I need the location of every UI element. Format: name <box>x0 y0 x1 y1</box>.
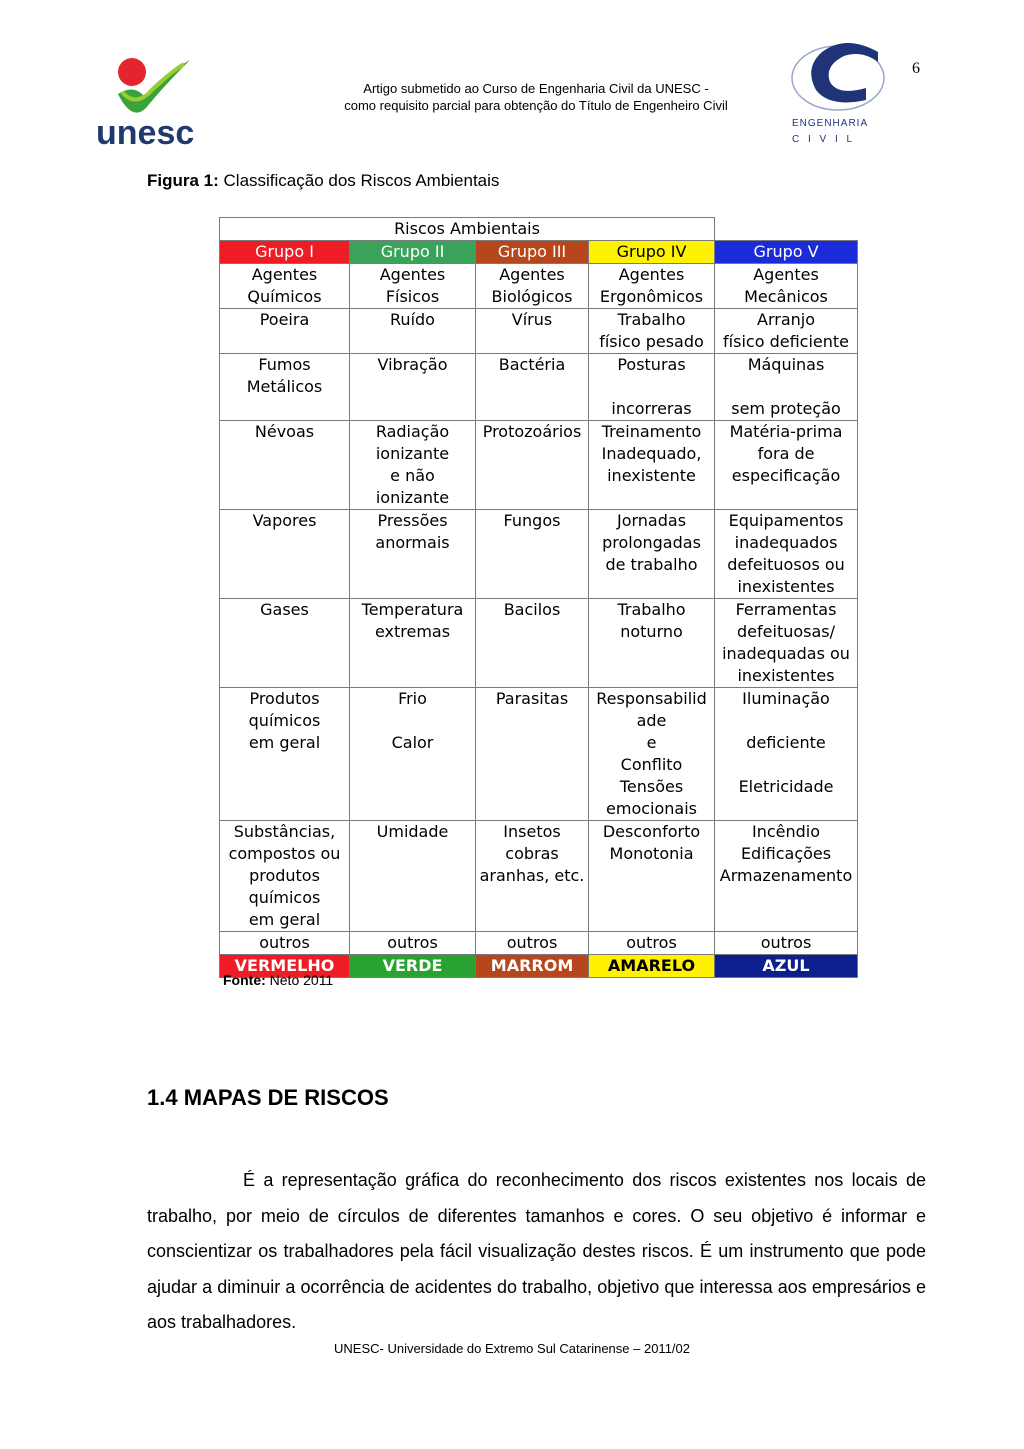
table-cell: Máquinas sem proteção <box>715 354 858 421</box>
page-number: 6 <box>912 60 920 77</box>
table-cell: outros <box>220 932 350 955</box>
table-row <box>220 354 858 421</box>
group-row <box>220 241 858 264</box>
table-cell: Iluminação deficiente Eletricidade <box>715 688 858 821</box>
table-cell: Agentes Ergonômicos <box>589 264 715 309</box>
table-cell: Agentes Biológicos <box>476 264 589 309</box>
table-cell: Vibração <box>350 354 476 421</box>
table-row <box>220 510 858 599</box>
table-cell: Protozoários <box>476 421 589 510</box>
table-cell: Incêndio Edificações Armazenamento <box>715 821 858 932</box>
table-cell: Treinamento Inadequado, inexistente <box>589 421 715 510</box>
table-cell: Ferramentas defeituosas/ inadequadas ou inexistentes <box>715 599 858 688</box>
header-line-2: como requisito parcial para obtenção do Título de Engenheiro Civil <box>344 98 728 113</box>
table-cell: Fumos Metálicos <box>220 354 350 421</box>
table-title: Riscos Ambientais <box>220 218 715 241</box>
table-title-empty <box>715 218 858 241</box>
group-header: Grupo I <box>220 241 350 264</box>
figure-caption <box>147 171 499 191</box>
table-row <box>220 821 858 932</box>
table-cell: Agentes Físicos <box>350 264 476 309</box>
group-header: Grupo IV <box>589 241 715 264</box>
table-cell: Trabalho noturno <box>589 599 715 688</box>
table-cell: outros <box>589 932 715 955</box>
risk-table <box>219 217 858 978</box>
figure-caption-text: Classificação dos Riscos Ambientais <box>218 171 500 190</box>
color-name-cell: AMARELO <box>589 955 715 978</box>
table-cell: Poeira <box>220 309 350 354</box>
table-cell: Radiação ionizante e não ionizante <box>350 421 476 510</box>
figure-source-label: Fonte: <box>223 972 266 988</box>
table-cell: Bacilos <box>476 599 589 688</box>
table-cell: Parasitas <box>476 688 589 821</box>
table-cell: Bactéria <box>476 354 589 421</box>
color-name-cell: AZUL <box>715 955 858 978</box>
table-cell: Agentes Mecânicos <box>715 264 858 309</box>
section-title: 1.4 MAPAS DE RISCOS <box>147 1085 389 1110</box>
color-name-cell: VERMELHO <box>220 955 350 978</box>
table-cell: Responsabilid ade e Conflito Tensões emocionais <box>589 688 715 821</box>
unesc-logo <box>88 48 208 153</box>
engenharia-civil-logo <box>786 38 896 148</box>
table-cell: Temperatura extremas <box>350 599 476 688</box>
table-cell: Posturas incorreras <box>589 354 715 421</box>
unesc-logo-text: unesc <box>96 114 195 152</box>
section-paragraph-text: É a representação gráfica do reconhecimento dos riscos existentes nos locais de trabalho, por meio de círculos de diferentes tamanhos e cores. O seu objetivo é informar e conscientizar os trabalhadores pela fácil visualização destes riscos. É um instrumento que pode ajudar a diminuir a ocorrência de acidentes do trabalho, objetivo que interessa aos empresários e aos trabalhadores. <box>147 1170 926 1332</box>
figure-source-text: Neto 2011 <box>265 972 334 988</box>
eng-logo-line-1: ENGENHARIA <box>792 118 869 129</box>
table-cell: Gases <box>220 599 350 688</box>
table-cell: outros <box>715 932 858 955</box>
table-cell: Pressões anormais <box>350 510 476 599</box>
header-line-1: Artigo submetido ao Curso de Engenharia Civil da UNESC - <box>363 81 709 96</box>
group-header: Grupo V <box>715 241 858 264</box>
table-row <box>220 421 858 510</box>
header-text <box>316 80 756 114</box>
table-cell: Substâncias, compostos ou produtos químicos em geral <box>220 821 350 932</box>
table-cell: Névoas <box>220 421 350 510</box>
table-cell: Agentes Químicos <box>220 264 350 309</box>
table-row <box>220 309 858 354</box>
table-cell: Ruído <box>350 309 476 354</box>
table-cell: Frio Calor <box>350 688 476 821</box>
section-paragraph <box>147 1163 926 1341</box>
table-row <box>220 264 858 309</box>
table-cell: outros <box>350 932 476 955</box>
table-row <box>220 599 858 688</box>
table-cell: Fungos <box>476 510 589 599</box>
table-cell: outros <box>476 932 589 955</box>
group-header: Grupo II <box>350 241 476 264</box>
table-cell: Produtos químicos em geral <box>220 688 350 821</box>
table-cell: Insetos cobras aranhas, etc. <box>476 821 589 932</box>
table-row <box>220 932 858 955</box>
table-cell: Equipamentos inadequados defeituosos ou inexistentes <box>715 510 858 599</box>
color-name-cell: VERDE <box>350 955 476 978</box>
table-cell: Vapores <box>220 510 350 599</box>
table-cell: Matéria-prima fora de especificação <box>715 421 858 510</box>
table-row <box>220 688 858 821</box>
table-cell: Umidade <box>350 821 476 932</box>
table-title-row <box>220 218 858 241</box>
table-cell: Trabalho físico pesado <box>589 309 715 354</box>
group-header: Grupo III <box>476 241 589 264</box>
figure-label: Figura 1: <box>147 171 219 190</box>
eng-logo-line-2: C I V I L <box>792 134 856 145</box>
table-cell: Vírus <box>476 309 589 354</box>
figure-source <box>223 972 333 988</box>
table-cell: Desconforto Monotonia <box>589 821 715 932</box>
color-name-cell: MARROM <box>476 955 589 978</box>
table-cell: Arranjo físico deficiente <box>715 309 858 354</box>
page-footer: UNESC- Universidade do Extremo Sul Catarinense – 2011/02 <box>334 1341 690 1356</box>
table-cell: Jornadas prolongadas de trabalho <box>589 510 715 599</box>
